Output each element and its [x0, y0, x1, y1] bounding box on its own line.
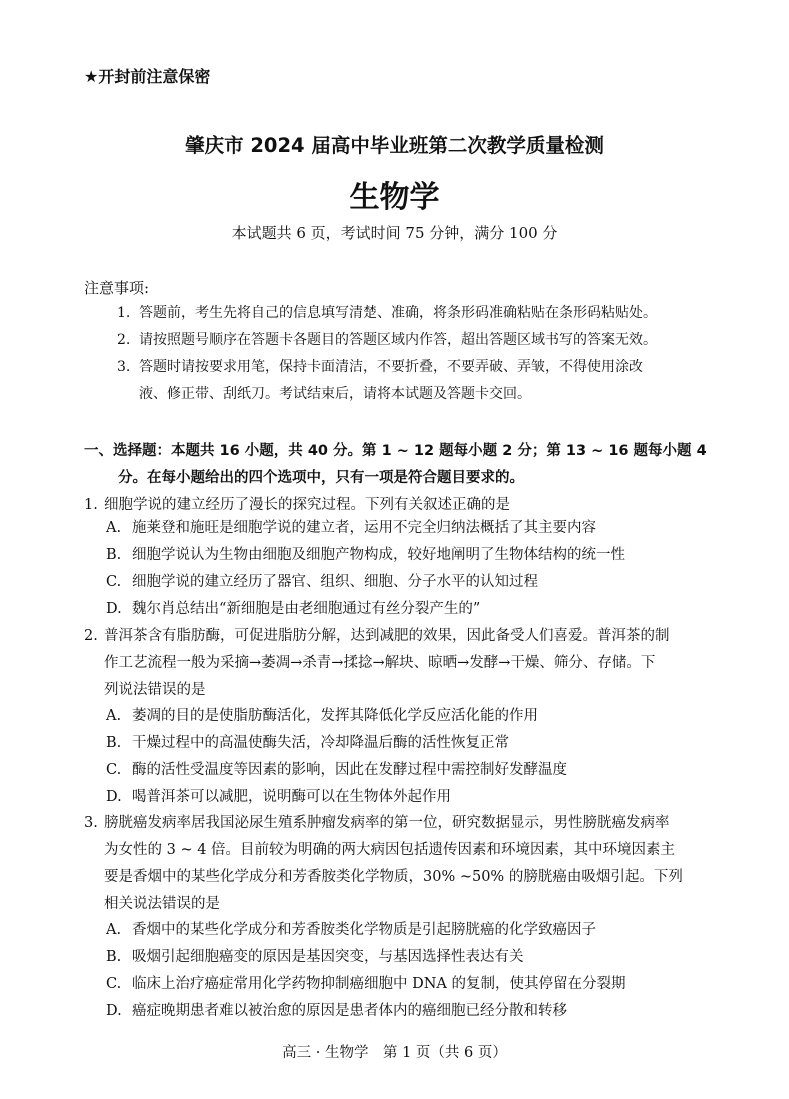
option-letter: C. — [106, 574, 122, 590]
question-1-option-c[interactable] — [106, 569, 706, 596]
option-letter: A. — [106, 520, 122, 536]
notes-heading: 注意事项: — [84, 279, 150, 297]
question-number: 3. — [84, 815, 98, 831]
option-text: 干燥过程中的高温使酶失活，冷却降温后酶的活性恢复正常 — [132, 735, 509, 751]
question-3-option-c[interactable] — [106, 971, 706, 998]
note-item — [117, 354, 707, 408]
exam-title: 肇庆市 2024 届高中毕业班第二次教学质量检测 — [185, 134, 604, 157]
question-2-option-b[interactable] — [106, 730, 706, 757]
question-stem-line: 作工艺流程一般为采摘→萎凋→杀青→揉捻→解块、晾晒→发酵→干燥、筛分、存储。下 — [104, 655, 656, 671]
option-letter: D. — [106, 789, 122, 805]
option-text: 魏尔肖总结出“新细胞是由老细胞通过有丝分裂产生的” — [132, 601, 481, 617]
option-text: 香烟中的某些化学成分和芳香胺类化学物质是引起膀胱癌的化学致癌因子 — [132, 922, 596, 938]
question-2-option-c[interactable] — [106, 757, 706, 784]
question-stem-line: 为女性的 3 ~ 4 倍。目前较为明确的两大病因包括遗传因素和环境因素，其中环境因素主 — [104, 842, 676, 858]
option-letter: C. — [106, 762, 122, 778]
note-item — [117, 327, 707, 354]
option-letter: A. — [106, 708, 122, 724]
note-text: 请按照题号顺序在答题卡各题目的答题区域内作答，超出答题区域书写的答案无效。 — [139, 332, 657, 348]
question-stem-line: 列说法错误的是 — [104, 682, 206, 698]
question-stem-line: 普洱茶含有脂肪酶，可促进脂肪分解，达到减肥的效果，因此备受人们喜爱。普洱茶的制 — [104, 628, 670, 644]
question-number: 1. — [84, 497, 98, 513]
question-3-stem — [84, 810, 709, 918]
option-text: 细胞学说认为生物由细胞及细胞产物构成，较好地阐明了生物体结构的统一性 — [132, 547, 625, 563]
question-1-option-b[interactable] — [106, 542, 706, 569]
question-stem-line: 膀胱癌发病率居我国泌尿生殖系肿瘤发病率的第一位，研究数据显示，男性膀胱癌发病率 — [104, 815, 670, 831]
note-text: 答题前，考生先将自己的信息填写清楚、准确，将条形码准确粘贴在条形码粘贴处。 — [139, 305, 657, 321]
option-text: 施莱登和施旺是细胞学说的建立者，运用不完全归纳法概括了其主要内容 — [132, 520, 596, 536]
question-stem-line: 相关说法错误的是 — [104, 896, 220, 912]
section-heading-line: 分。在每小题给出的四个选项中，只有一项是符合题目要求的。 — [118, 470, 524, 486]
subject-title: 生物学 — [349, 180, 440, 215]
question-1-option-a[interactable] — [106, 515, 706, 542]
question-2-stem — [84, 623, 709, 704]
question-3-option-d[interactable] — [106, 998, 706, 1025]
question-3-option-b[interactable] — [106, 944, 706, 971]
option-letter: B. — [106, 547, 122, 563]
note-number: 2. — [117, 332, 131, 348]
question-2-option-a[interactable] — [106, 703, 706, 730]
option-text: 吸烟引起细胞癌变的原因是基因突变，与基因选择性表达有关 — [132, 949, 524, 965]
confidential-notice: ★开封前注意保密 — [84, 67, 211, 86]
option-letter: B. — [106, 949, 122, 965]
question-stem-line: 要是香烟中的某些化学成分和芳香胺类化学物质，30% ~50% 的膀胱癌由吸烟引起。下列 — [104, 869, 683, 885]
question-number: 2. — [84, 628, 98, 644]
option-text: 临床上治疗癌症常用化学药物抑制癌细胞中 DNA 的复制，使其停留在分裂期 — [132, 976, 626, 992]
question-stem-line: 细胞学说的建立经历了漫长的探究过程。下列有关叙述正确的是 — [104, 497, 510, 513]
option-letter: C. — [106, 976, 122, 992]
question-3-option-a[interactable] — [106, 917, 706, 944]
option-text: 细胞学说的建立经历了器官、组织、细胞、分子水平的认知过程 — [132, 574, 538, 590]
option-letter: A. — [106, 922, 122, 938]
question-2-option-d[interactable] — [106, 784, 706, 811]
option-letter: B. — [106, 735, 122, 751]
option-letter: D. — [106, 1003, 122, 1019]
option-text: 酶的活性受温度等因素的影响，因此在发酵过程中需控制好发酵温度 — [132, 762, 567, 778]
page-footer: 高三 · 生物学 第 1 页（共 6 页） — [282, 1045, 507, 1061]
exam-info: 本试题共 6 页，考试时间 75 分钟，满分 100 分 — [231, 224, 558, 242]
section-heading-line: 一、选择题：本题共 16 小题，共 40 分。第 1 ~ 12 题每小题 2 分；第 13 ~ 16 题每小题 4 — [84, 443, 707, 459]
section-heading — [84, 438, 709, 492]
option-text: 喝普洱茶可以减肥，说明酶可以在生物体外起作用 — [132, 789, 451, 805]
option-letter: D. — [106, 601, 122, 617]
option-text: 萎凋的目的是使脂肪酶活化，发挥其降低化学反应活化能的作用 — [132, 708, 538, 724]
note-item — [117, 300, 707, 327]
note-number: 3. — [117, 359, 131, 375]
option-text: 癌症晚期患者难以被治愈的原因是患者体内的癌细胞已经分散和转移 — [132, 1003, 567, 1019]
note-text: 答题时请按要求用笔，保持卡面清洁，不要折叠，不要弄破、弄皱，不得使用涂改 — [139, 359, 643, 375]
question-1-option-d[interactable] — [106, 596, 706, 623]
note-text-continued: 液、修正带、刮纸刀。考试结束后，请将本试题及答题卡交回。 — [139, 386, 531, 402]
note-number: 1. — [117, 305, 131, 321]
